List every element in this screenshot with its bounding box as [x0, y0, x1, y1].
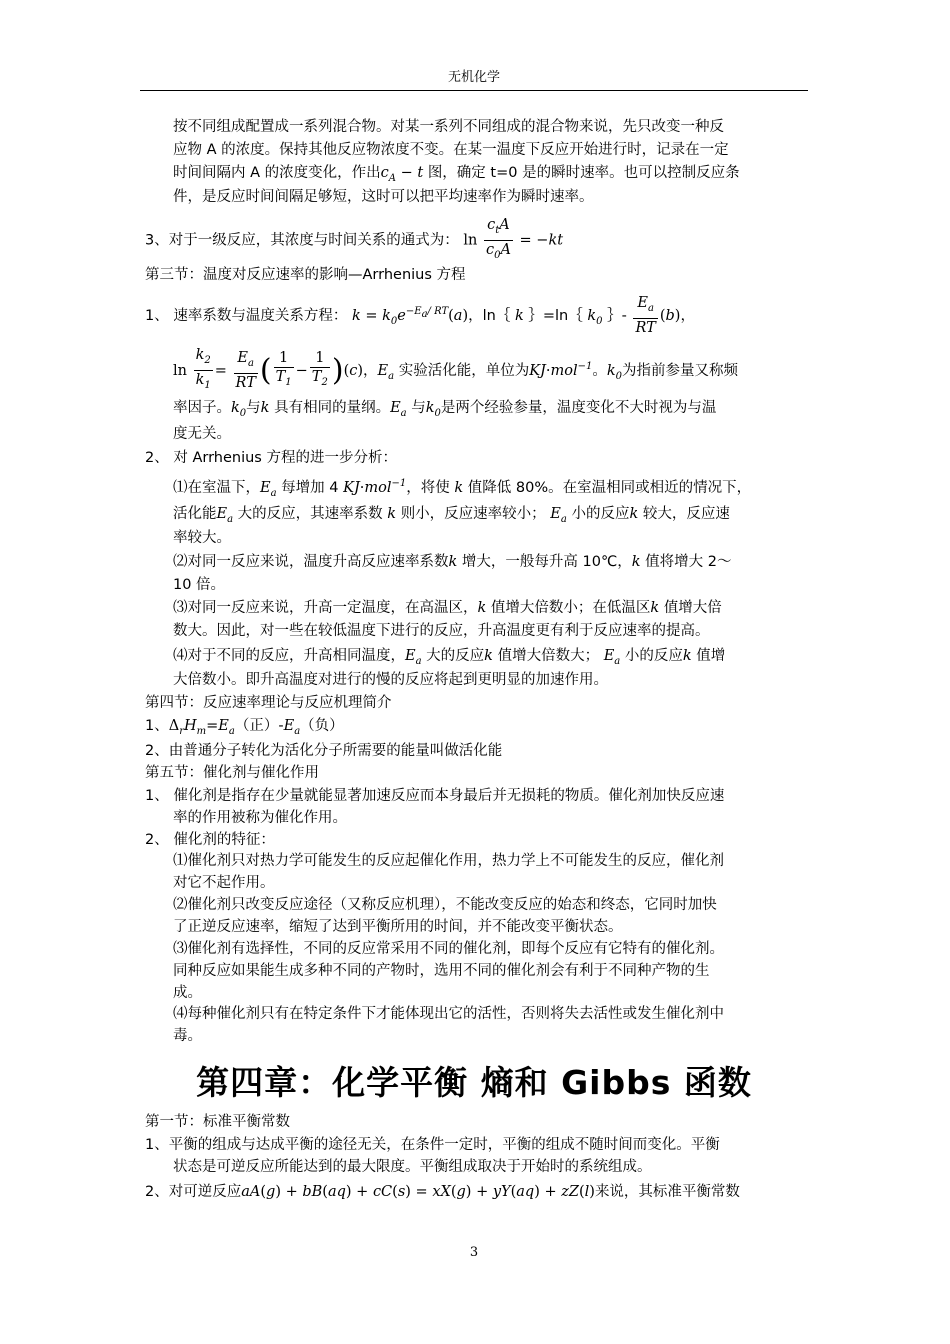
list-item: 2、 对 Arrhenius 方程的进一步分析：	[145, 450, 397, 466]
section-heading: 第四节：反应速率理论与反应机理简介	[145, 695, 392, 711]
paragraph-line: ⑴在室温下，$E_a$ 每增加 4 KJ·mol$^{-1}$，将使 k 值降低 80%。在室温相同或相近的情况下，	[173, 478, 752, 499]
paragraph-line: 率因子。$k_0$与k 具有相同的量纲。$E_a$ 与$k_0$是两个经验参量，温度变化不大时视为与温	[173, 400, 717, 419]
list-item: 2、由普通分子转化为活化分子所需要的能量叫做活化能	[145, 743, 503, 759]
section-heading: 第五节：催化剂与催化作用	[145, 765, 319, 781]
paragraph-line: 成。	[173, 985, 202, 1001]
paragraph-line: ⑷每种催化剂只有在特定条件下才能体现出它的活性，否则将失去活性或发生催化剂中	[173, 1006, 724, 1022]
paragraph-line: 10 倍。	[173, 577, 226, 593]
list-item: 2、 催化剂的特征：	[145, 832, 275, 848]
paragraph-line: 了正逆反应速率，缩短了达到平衡所用的时间，并不能改变平衡状态。	[173, 919, 623, 935]
page-number: 3	[469, 1245, 479, 1260]
paragraph-line: ⑷对于不同的反应，升高相同温度，$E_a$ 大的反应k 值增大倍数大； $E_a$ 小的反应k 值增	[173, 648, 726, 667]
paragraph-line: 应物 A 的浓度。保持其他反应物浓度不变。在某一温度下反应开始进行时，记录在一定	[173, 142, 729, 158]
paragraph-line: ⑴催化剂只对热力学可能发生的反应起催化作用，热力学上不可能发生的反应，催化剂	[173, 853, 724, 869]
list-item: 1、平衡的组成与达成平衡的途径无关，在条件一定时，平衡的组成不随时间而变化。平衡	[145, 1137, 720, 1153]
paragraph-line: 活化能$E_a$ 大的反应，其速率系数 k 则小，反应速率较小； $E_a$ 小的反应k 较大，反应速	[173, 506, 730, 525]
list-item: 1、 催化剂是指存在少量就能显著加速反应而本身最后并无损耗的物质。催化剂加快反应速	[145, 788, 725, 804]
paragraph-line: ⑶催化剂有选择性，不同的反应常采用不同的催化剂，即每个反应有它特有的催化剂。	[173, 941, 724, 957]
paragraph-line: 时间间隔内 A 的浓度变化，作出$c_A - t$ 图，确定 t=0 是的瞬时速率。也可以控制反应条	[173, 165, 740, 184]
paragraph-line: 同种反应如果能生成多种不同的产物时，选用不同的催化剂会有利于不同种产物的生	[173, 963, 710, 979]
paragraph-line: 状态是可逆反应所能达到的最大限度。平衡组成取决于开始时的系统组成。	[173, 1159, 652, 1175]
paragraph-line: 按不同组成配置成一系列混合物。对某一系列不同组成的混合物来说，先只改变一种反	[173, 119, 724, 135]
header-rule	[140, 90, 808, 91]
section-heading: 第一节：标准平衡常数	[145, 1114, 290, 1130]
chapter-title: 第四章：化学平衡 熵和 Gibbs 函数	[196, 1063, 752, 1102]
paragraph-line: 数大。因此，对一些在较低温度下进行的反应，升高温度更有利于反应速率的提高。	[173, 623, 710, 639]
reversible-reaction-line: 2、对可逆反应aA(g) + bB(aq) + cC(s) = xX(g) + yY(aq) + zZ(l)来说，其标准平衡常数	[145, 1184, 740, 1200]
paragraph-line: 件，是反应时间间隔足够短，这时可以把平均速率作为瞬时速率。	[173, 189, 594, 205]
paragraph-line: ⑵对同一反应来说，温度升高反应速率系数k 增大，一般每升高 10℃，k 值将增大 2～	[173, 554, 732, 570]
paragraph-line: 大倍数小。即升高温度对进行的慢的反应将起到更明显的加速作用。	[173, 672, 608, 688]
page-header: 无机化学	[447, 70, 500, 85]
paragraph-line: 度无关。	[173, 426, 231, 442]
paragraph-line: ⑵催化剂只改变反应途径（又称反应机理），不能改变反应的始态和终态，它同时加快	[173, 897, 717, 913]
first-order-formula-line: 3、对于一级反应，其浓度与时间关系的通式为： ln $\frac{c_tA}{c_0A}$ = −kt	[145, 217, 564, 261]
paragraph-line: 率的作用被称为催化作用。	[173, 810, 347, 826]
arrhenius-ratio-line: ln $\frac{k_2}{k_1}$ = $\frac{E_a}{RT}$ ( $\frac{1}{T_1}$ − $\frac{1}{T_2}$ )(c)，$E_a$ 实验活化能，单位为KJ·mol$^{-1}$。$k_0$为指前参量又称频	[173, 347, 739, 392]
paragraph-line: 率较大。	[173, 530, 231, 546]
section-heading: 第三节：温度对反应速率的影响—Arrhenius 方程	[145, 267, 466, 283]
paragraph-line: ⑶对同一反应来说，升高一定温度，在高温区，k 值增大倍数小；在低温区k 值增大倍	[173, 600, 722, 616]
arrhenius-equation-line: 1、 速率系数与温度关系方程： $k = k_0e^{-E_a/ RT}(a)$，ln｛ k ｝=ln｛ $k_0$ ｝- $\frac{E_a}{RT}$ (b)，	[145, 295, 695, 337]
paragraph-line: 毒。	[173, 1028, 202, 1044]
paragraph-line: 对它不起作用。	[173, 875, 275, 891]
list-item: 1、$\Delta_rH_m=E_a$（正）$-E_a$（负）	[145, 718, 344, 737]
